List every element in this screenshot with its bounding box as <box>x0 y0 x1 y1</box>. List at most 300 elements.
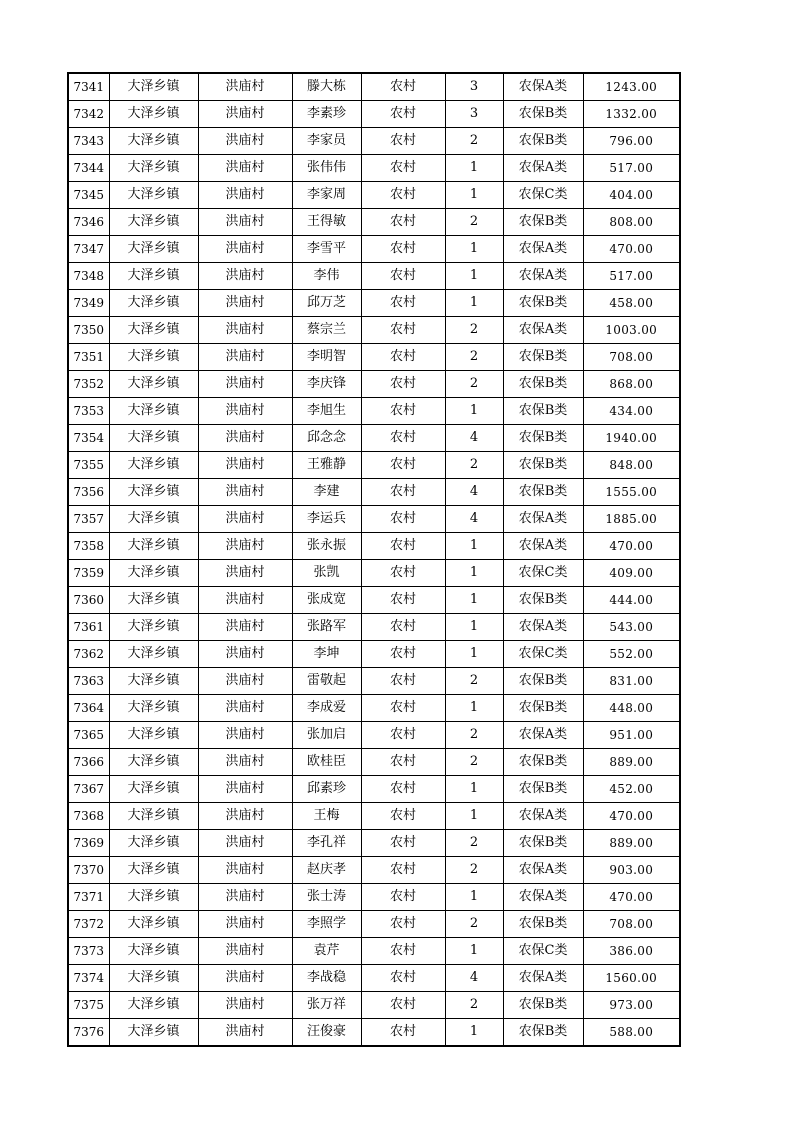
area-type-cell: 农村 <box>361 992 445 1019</box>
row-number-cell: 7341 <box>68 73 109 101</box>
township-cell: 大泽乡镇 <box>109 587 198 614</box>
insurance-class-cell: 农保A类 <box>503 317 583 344</box>
amount-cell: 452.00 <box>583 776 680 803</box>
village-cell: 洪庙村 <box>198 560 292 587</box>
insurance-class-cell: 农保A类 <box>503 73 583 101</box>
area-type-cell: 农村 <box>361 830 445 857</box>
amount-cell: 386.00 <box>583 938 680 965</box>
row-number-cell: 7354 <box>68 425 109 452</box>
household-size-cell: 2 <box>445 668 503 695</box>
household-size-cell: 1 <box>445 938 503 965</box>
area-type-cell: 农村 <box>361 695 445 722</box>
insurance-class-cell: 农保A类 <box>503 263 583 290</box>
household-size-cell: 2 <box>445 371 503 398</box>
amount-cell: 448.00 <box>583 695 680 722</box>
amount-cell: 588.00 <box>583 1019 680 1047</box>
insurance-class-cell: 农保B类 <box>503 425 583 452</box>
table-row <box>68 587 680 614</box>
table-row <box>68 722 680 749</box>
village-cell: 洪庙村 <box>198 830 292 857</box>
village-cell: 洪庙村 <box>198 668 292 695</box>
name-cell: 邱念念 <box>292 425 361 452</box>
insurance-class-cell: 农保C类 <box>503 938 583 965</box>
name-cell: 李家周 <box>292 182 361 209</box>
area-type-cell: 农村 <box>361 938 445 965</box>
area-type-cell: 农村 <box>361 236 445 263</box>
village-cell: 洪庙村 <box>198 101 292 128</box>
household-size-cell: 1 <box>445 263 503 290</box>
table-row <box>68 911 680 938</box>
row-number-cell: 7344 <box>68 155 109 182</box>
township-cell: 大泽乡镇 <box>109 857 198 884</box>
household-size-cell: 2 <box>445 722 503 749</box>
village-cell: 洪庙村 <box>198 290 292 317</box>
table-row <box>68 479 680 506</box>
row-number-cell: 7358 <box>68 533 109 560</box>
row-number-cell: 7352 <box>68 371 109 398</box>
household-size-cell: 1 <box>445 398 503 425</box>
name-cell: 张永振 <box>292 533 361 560</box>
row-number-cell: 7359 <box>68 560 109 587</box>
row-number-cell: 7373 <box>68 938 109 965</box>
township-cell: 大泽乡镇 <box>109 884 198 911</box>
area-type-cell: 农村 <box>361 479 445 506</box>
amount-cell: 543.00 <box>583 614 680 641</box>
insurance-class-cell: 农保A类 <box>503 803 583 830</box>
township-cell: 大泽乡镇 <box>109 182 198 209</box>
table-row <box>68 695 680 722</box>
township-cell: 大泽乡镇 <box>109 533 198 560</box>
household-size-cell: 1 <box>445 182 503 209</box>
row-number-cell: 7363 <box>68 668 109 695</box>
area-type-cell: 农村 <box>361 290 445 317</box>
township-cell: 大泽乡镇 <box>109 911 198 938</box>
area-type-cell: 农村 <box>361 560 445 587</box>
insurance-class-cell: 农保B类 <box>503 830 583 857</box>
amount-cell: 409.00 <box>583 560 680 587</box>
name-cell: 欧桂臣 <box>292 749 361 776</box>
area-type-cell: 农村 <box>361 857 445 884</box>
insurance-class-cell: 农保A类 <box>503 155 583 182</box>
village-cell: 洪庙村 <box>198 73 292 101</box>
area-type-cell: 农村 <box>361 209 445 236</box>
village-cell: 洪庙村 <box>198 533 292 560</box>
insurance-class-cell: 农保B类 <box>503 101 583 128</box>
township-cell: 大泽乡镇 <box>109 668 198 695</box>
township-cell: 大泽乡镇 <box>109 830 198 857</box>
amount-cell: 903.00 <box>583 857 680 884</box>
insurance-class-cell: 农保B类 <box>503 911 583 938</box>
name-cell: 李建 <box>292 479 361 506</box>
township-cell: 大泽乡镇 <box>109 479 198 506</box>
amount-cell: 1332.00 <box>583 101 680 128</box>
village-cell: 洪庙村 <box>198 452 292 479</box>
table-row <box>68 317 680 344</box>
insurance-class-cell: 农保A类 <box>503 722 583 749</box>
name-cell: 雷敬起 <box>292 668 361 695</box>
row-number-cell: 7346 <box>68 209 109 236</box>
village-cell: 洪庙村 <box>198 695 292 722</box>
township-cell: 大泽乡镇 <box>109 317 198 344</box>
insurance-class-cell: 农保B类 <box>503 344 583 371</box>
table-row <box>68 263 680 290</box>
row-number-cell: 7362 <box>68 641 109 668</box>
area-type-cell: 农村 <box>361 641 445 668</box>
table-row <box>68 668 680 695</box>
table-body <box>68 73 680 1046</box>
village-cell: 洪庙村 <box>198 236 292 263</box>
amount-cell: 1555.00 <box>583 479 680 506</box>
area-type-cell: 农村 <box>361 668 445 695</box>
township-cell: 大泽乡镇 <box>109 236 198 263</box>
amount-cell: 868.00 <box>583 371 680 398</box>
village-cell: 洪庙村 <box>198 884 292 911</box>
row-number-cell: 7364 <box>68 695 109 722</box>
area-type-cell: 农村 <box>361 776 445 803</box>
area-type-cell: 农村 <box>361 398 445 425</box>
name-cell: 李伟 <box>292 263 361 290</box>
household-size-cell: 1 <box>445 884 503 911</box>
amount-cell: 470.00 <box>583 803 680 830</box>
area-type-cell: 农村 <box>361 587 445 614</box>
row-number-cell: 7369 <box>68 830 109 857</box>
name-cell: 王雅静 <box>292 452 361 479</box>
row-number-cell: 7343 <box>68 128 109 155</box>
table-row <box>68 425 680 452</box>
amount-cell: 708.00 <box>583 344 680 371</box>
row-number-cell: 7345 <box>68 182 109 209</box>
household-size-cell: 3 <box>445 101 503 128</box>
amount-cell: 1560.00 <box>583 965 680 992</box>
row-number-cell: 7351 <box>68 344 109 371</box>
household-size-cell: 3 <box>445 73 503 101</box>
household-size-cell: 2 <box>445 992 503 1019</box>
township-cell: 大泽乡镇 <box>109 722 198 749</box>
name-cell: 李雪平 <box>292 236 361 263</box>
row-number-cell: 7372 <box>68 911 109 938</box>
area-type-cell: 农村 <box>361 73 445 101</box>
township-cell: 大泽乡镇 <box>109 1019 198 1047</box>
amount-cell: 708.00 <box>583 911 680 938</box>
village-cell: 洪庙村 <box>198 587 292 614</box>
name-cell: 李素珍 <box>292 101 361 128</box>
amount-cell: 1003.00 <box>583 317 680 344</box>
village-cell: 洪庙村 <box>198 479 292 506</box>
township-cell: 大泽乡镇 <box>109 155 198 182</box>
name-cell: 张伟伟 <box>292 155 361 182</box>
township-cell: 大泽乡镇 <box>109 506 198 533</box>
household-size-cell: 1 <box>445 695 503 722</box>
name-cell: 张成宽 <box>292 587 361 614</box>
insurance-class-cell: 农保A类 <box>503 533 583 560</box>
household-size-cell: 4 <box>445 479 503 506</box>
amount-cell: 434.00 <box>583 398 680 425</box>
table-row <box>68 749 680 776</box>
table-row <box>68 290 680 317</box>
table-row <box>68 101 680 128</box>
area-type-cell: 农村 <box>361 101 445 128</box>
village-cell: 洪庙村 <box>198 722 292 749</box>
household-size-cell: 1 <box>445 614 503 641</box>
area-type-cell: 农村 <box>361 749 445 776</box>
table-row <box>68 128 680 155</box>
village-cell: 洪庙村 <box>198 776 292 803</box>
table-row <box>68 506 680 533</box>
village-cell: 洪庙村 <box>198 641 292 668</box>
amount-cell: 973.00 <box>583 992 680 1019</box>
row-number-cell: 7360 <box>68 587 109 614</box>
row-number-cell: 7367 <box>68 776 109 803</box>
row-number-cell: 7353 <box>68 398 109 425</box>
table-row <box>68 398 680 425</box>
area-type-cell: 农村 <box>361 533 445 560</box>
row-number-cell: 7368 <box>68 803 109 830</box>
insurance-class-cell: 农保B类 <box>503 398 583 425</box>
insurance-class-cell: 农保B类 <box>503 452 583 479</box>
insurance-class-cell: 农保B类 <box>503 992 583 1019</box>
table-row <box>68 533 680 560</box>
area-type-cell: 农村 <box>361 371 445 398</box>
insurance-class-cell: 农保A类 <box>503 614 583 641</box>
household-size-cell: 2 <box>445 911 503 938</box>
table-row <box>68 641 680 668</box>
table-row <box>68 452 680 479</box>
name-cell: 赵庆孝 <box>292 857 361 884</box>
village-cell: 洪庙村 <box>198 992 292 1019</box>
village-cell: 洪庙村 <box>198 749 292 776</box>
row-number-cell: 7365 <box>68 722 109 749</box>
insurance-class-cell: 农保B类 <box>503 128 583 155</box>
amount-cell: 458.00 <box>583 290 680 317</box>
township-cell: 大泽乡镇 <box>109 560 198 587</box>
area-type-cell: 农村 <box>361 155 445 182</box>
household-size-cell: 4 <box>445 425 503 452</box>
name-cell: 张路军 <box>292 614 361 641</box>
name-cell: 滕大栋 <box>292 73 361 101</box>
name-cell: 李照学 <box>292 911 361 938</box>
row-number-cell: 7342 <box>68 101 109 128</box>
township-cell: 大泽乡镇 <box>109 965 198 992</box>
area-type-cell: 农村 <box>361 614 445 641</box>
table-row <box>68 73 680 101</box>
amount-cell: 1940.00 <box>583 425 680 452</box>
amount-cell: 951.00 <box>583 722 680 749</box>
name-cell: 蔡宗兰 <box>292 317 361 344</box>
village-cell: 洪庙村 <box>198 317 292 344</box>
household-size-cell: 4 <box>445 506 503 533</box>
insurance-class-cell: 农保A类 <box>503 506 583 533</box>
name-cell: 李坤 <box>292 641 361 668</box>
village-cell: 洪庙村 <box>198 425 292 452</box>
area-type-cell: 农村 <box>361 317 445 344</box>
name-cell: 袁芹 <box>292 938 361 965</box>
table-row <box>68 1019 680 1047</box>
village-cell: 洪庙村 <box>198 857 292 884</box>
amount-cell: 470.00 <box>583 884 680 911</box>
household-size-cell: 1 <box>445 776 503 803</box>
insurance-class-cell: 农保B类 <box>503 695 583 722</box>
row-number-cell: 7347 <box>68 236 109 263</box>
table-row <box>68 614 680 641</box>
row-number-cell: 7366 <box>68 749 109 776</box>
amount-cell: 470.00 <box>583 533 680 560</box>
household-size-cell: 4 <box>445 965 503 992</box>
row-number-cell: 7349 <box>68 290 109 317</box>
township-cell: 大泽乡镇 <box>109 452 198 479</box>
table-row <box>68 344 680 371</box>
area-type-cell: 农村 <box>361 344 445 371</box>
household-size-cell: 1 <box>445 803 503 830</box>
village-cell: 洪庙村 <box>198 344 292 371</box>
row-number-cell: 7361 <box>68 614 109 641</box>
household-size-cell: 1 <box>445 236 503 263</box>
area-type-cell: 农村 <box>361 803 445 830</box>
insurance-class-cell: 农保A类 <box>503 857 583 884</box>
village-cell: 洪庙村 <box>198 1019 292 1047</box>
table-row <box>68 992 680 1019</box>
village-cell: 洪庙村 <box>198 263 292 290</box>
insurance-class-cell: 农保B类 <box>503 479 583 506</box>
village-cell: 洪庙村 <box>198 128 292 155</box>
insurance-class-cell: 农保A类 <box>503 965 583 992</box>
township-cell: 大泽乡镇 <box>109 425 198 452</box>
insurance-class-cell: 农保B类 <box>503 776 583 803</box>
name-cell: 李庆锋 <box>292 371 361 398</box>
row-number-cell: 7375 <box>68 992 109 1019</box>
amount-cell: 517.00 <box>583 263 680 290</box>
amount-cell: 444.00 <box>583 587 680 614</box>
area-type-cell: 农村 <box>361 506 445 533</box>
table-row <box>68 965 680 992</box>
village-cell: 洪庙村 <box>198 614 292 641</box>
household-size-cell: 1 <box>445 155 503 182</box>
name-cell: 张万祥 <box>292 992 361 1019</box>
township-cell: 大泽乡镇 <box>109 371 198 398</box>
name-cell: 李成爱 <box>292 695 361 722</box>
township-cell: 大泽乡镇 <box>109 73 198 101</box>
household-size-cell: 1 <box>445 290 503 317</box>
village-cell: 洪庙村 <box>198 506 292 533</box>
village-cell: 洪庙村 <box>198 155 292 182</box>
area-type-cell: 农村 <box>361 911 445 938</box>
village-cell: 洪庙村 <box>198 182 292 209</box>
amount-cell: 517.00 <box>583 155 680 182</box>
table-row <box>68 938 680 965</box>
township-cell: 大泽乡镇 <box>109 290 198 317</box>
village-cell: 洪庙村 <box>198 965 292 992</box>
household-size-cell: 2 <box>445 830 503 857</box>
amount-cell: 470.00 <box>583 236 680 263</box>
table-row <box>68 803 680 830</box>
table-row <box>68 155 680 182</box>
row-number-cell: 7357 <box>68 506 109 533</box>
township-cell: 大泽乡镇 <box>109 101 198 128</box>
area-type-cell: 农村 <box>361 128 445 155</box>
area-type-cell: 农村 <box>361 452 445 479</box>
area-type-cell: 农村 <box>361 884 445 911</box>
insurance-class-cell: 农保B类 <box>503 587 583 614</box>
township-cell: 大泽乡镇 <box>109 344 198 371</box>
row-number-cell: 7370 <box>68 857 109 884</box>
amount-cell: 552.00 <box>583 641 680 668</box>
amount-cell: 796.00 <box>583 128 680 155</box>
insurance-class-cell: 农保C类 <box>503 641 583 668</box>
table-row <box>68 182 680 209</box>
table-row <box>68 776 680 803</box>
village-cell: 洪庙村 <box>198 911 292 938</box>
household-size-cell: 2 <box>445 128 503 155</box>
household-size-cell: 1 <box>445 587 503 614</box>
insurance-class-cell: 农保A类 <box>503 236 583 263</box>
row-number-cell: 7350 <box>68 317 109 344</box>
township-cell: 大泽乡镇 <box>109 803 198 830</box>
table-row <box>68 830 680 857</box>
row-number-cell: 7348 <box>68 263 109 290</box>
area-type-cell: 农村 <box>361 965 445 992</box>
insurance-class-cell: 农保B类 <box>503 209 583 236</box>
amount-cell: 889.00 <box>583 749 680 776</box>
row-number-cell: 7355 <box>68 452 109 479</box>
township-cell: 大泽乡镇 <box>109 992 198 1019</box>
name-cell: 李明智 <box>292 344 361 371</box>
table-row <box>68 209 680 236</box>
row-number-cell: 7376 <box>68 1019 109 1047</box>
household-size-cell: 1 <box>445 641 503 668</box>
amount-cell: 404.00 <box>583 182 680 209</box>
insurance-class-cell: 农保B类 <box>503 1019 583 1047</box>
table-row <box>68 560 680 587</box>
row-number-cell: 7371 <box>68 884 109 911</box>
row-number-cell: 7356 <box>68 479 109 506</box>
household-size-cell: 1 <box>445 533 503 560</box>
table-row <box>68 884 680 911</box>
area-type-cell: 农村 <box>361 1019 445 1047</box>
village-cell: 洪庙村 <box>198 209 292 236</box>
area-type-cell: 农村 <box>361 722 445 749</box>
village-cell: 洪庙村 <box>198 371 292 398</box>
table-row <box>68 236 680 263</box>
township-cell: 大泽乡镇 <box>109 209 198 236</box>
name-cell: 李战稳 <box>292 965 361 992</box>
township-cell: 大泽乡镇 <box>109 749 198 776</box>
village-cell: 洪庙村 <box>198 398 292 425</box>
amount-cell: 808.00 <box>583 209 680 236</box>
insurance-class-cell: 农保B类 <box>503 371 583 398</box>
household-size-cell: 1 <box>445 1019 503 1047</box>
amount-cell: 831.00 <box>583 668 680 695</box>
township-cell: 大泽乡镇 <box>109 614 198 641</box>
area-type-cell: 农村 <box>361 182 445 209</box>
table-row <box>68 857 680 884</box>
township-cell: 大泽乡镇 <box>109 938 198 965</box>
township-cell: 大泽乡镇 <box>109 263 198 290</box>
township-cell: 大泽乡镇 <box>109 128 198 155</box>
name-cell: 邱万芝 <box>292 290 361 317</box>
insurance-class-cell: 农保B类 <box>503 749 583 776</box>
household-size-cell: 2 <box>445 317 503 344</box>
name-cell: 王得敏 <box>292 209 361 236</box>
row-number-cell: 7374 <box>68 965 109 992</box>
insurance-class-cell: 农保B类 <box>503 668 583 695</box>
township-cell: 大泽乡镇 <box>109 398 198 425</box>
household-size-cell: 1 <box>445 560 503 587</box>
township-cell: 大泽乡镇 <box>109 641 198 668</box>
name-cell: 李家员 <box>292 128 361 155</box>
household-size-cell: 2 <box>445 749 503 776</box>
insurance-class-cell: 农保C类 <box>503 182 583 209</box>
data-table <box>67 72 681 1047</box>
insurance-class-cell: 农保A类 <box>503 884 583 911</box>
